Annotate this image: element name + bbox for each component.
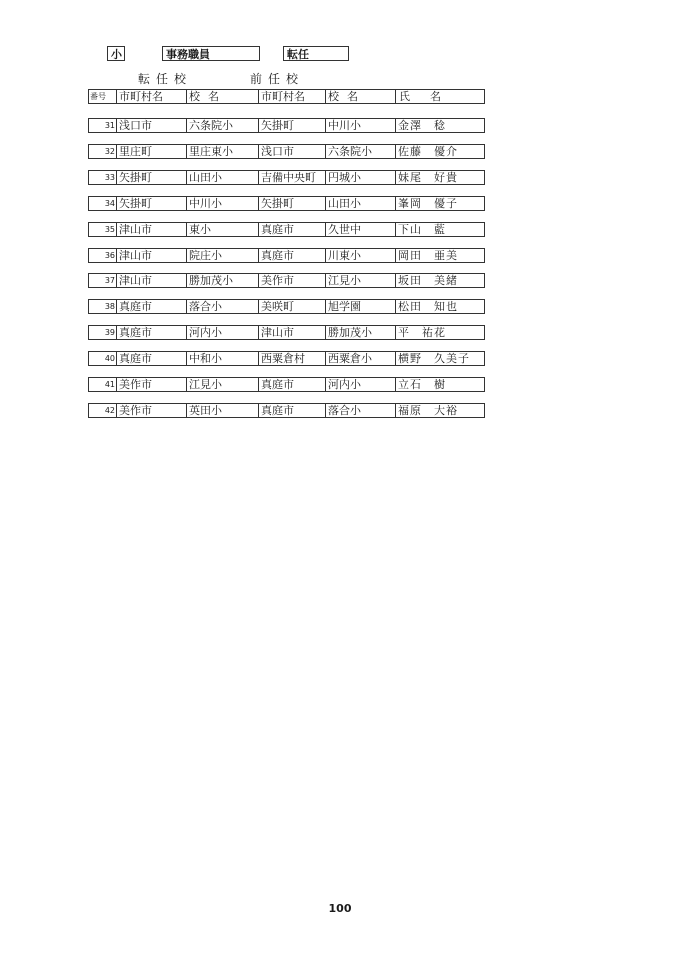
cell-prev-city: 真庭市 (258, 249, 325, 262)
column-header-city: 市町村名 (116, 90, 186, 103)
cell-city: 津山市 (116, 274, 186, 287)
cell-name: 坂田 美緒 (395, 274, 484, 287)
table-row (88, 170, 485, 185)
table-row (88, 325, 485, 340)
table-row (88, 377, 485, 392)
column-header-name: 氏名 (395, 90, 484, 103)
cell-number: 33 (104, 172, 115, 182)
cell-number: 41 (104, 380, 115, 389)
cell-prev-school: 西粟倉小 (325, 352, 395, 365)
cell-school: 英田小 (186, 404, 258, 417)
table-row (88, 351, 485, 366)
cell-name: 立石 樹 (395, 378, 484, 391)
cell-city: 津山市 (116, 223, 186, 236)
cell-school: 勝加茂小 (186, 274, 258, 287)
cell-name: 松田 知也 (395, 300, 484, 313)
table-header-row (88, 89, 485, 104)
cell-school: 河内小 (186, 326, 258, 339)
cell-school: 江見小 (186, 378, 258, 391)
cell-name: 平 祐花 (395, 326, 484, 339)
cell-prev-city: 浅口市 (258, 145, 325, 158)
cell-prev-city: 美作市 (258, 274, 325, 287)
cell-number: 38 (104, 302, 115, 312)
cell-prev-school: 久世中 (325, 223, 395, 236)
cell-prev-school: 山田小 (325, 197, 395, 210)
table-row (88, 118, 485, 133)
cell-prev-school: 円城小 (325, 171, 395, 184)
cell-number: 39 (104, 328, 115, 338)
cell-name: 佐藤 優介 (395, 145, 484, 158)
job-title-label: 事務職員 (162, 46, 260, 61)
cell-school: 里庄東小 (186, 145, 258, 158)
cell-number: 42 (104, 405, 115, 415)
cell-school: 中和小 (186, 352, 258, 365)
cell-city: 真庭市 (116, 326, 186, 339)
cell-prev-city: 矢掛町 (258, 197, 325, 210)
table-row (88, 248, 485, 263)
new-school-heading: 転任校 (138, 72, 193, 86)
cell-prev-city: 真庭市 (258, 378, 325, 391)
table-row (88, 299, 485, 314)
cell-number: 40 (104, 354, 115, 364)
cell-name: 妹尾 好貴 (395, 171, 484, 184)
column-header-prev-school: 校名 (325, 90, 395, 103)
cell-city: 浅口市 (116, 119, 186, 132)
cell-prev-school: 河内小 (325, 378, 395, 391)
cell-city: 矢掛町 (116, 171, 186, 184)
cell-city: 真庭市 (116, 300, 186, 313)
cell-prev-school: 旭学園 (325, 300, 395, 313)
cell-city: 矢掛町 (116, 197, 186, 210)
table-row (88, 144, 485, 159)
cell-prev-school: 落合小 (325, 404, 395, 417)
cell-city: 美作市 (116, 378, 186, 391)
cell-prev-school: 中川小 (325, 119, 395, 132)
cell-city: 津山市 (116, 249, 186, 262)
cell-name: 福原 大裕 (395, 404, 484, 417)
cell-prev-city: 真庭市 (258, 404, 325, 417)
cell-prev-school: 川東小 (325, 249, 395, 262)
cell-name: 下山 藍 (395, 223, 484, 236)
cell-prev-school: 六条院小 (325, 145, 395, 158)
cell-city: 里庄町 (116, 145, 186, 158)
cell-prev-city: 吉備中央町 (258, 171, 325, 184)
cell-school: 山田小 (186, 171, 258, 184)
cell-prev-city: 津山市 (258, 326, 325, 339)
cell-number: 35 (104, 224, 115, 234)
table-row (88, 403, 485, 418)
cell-city: 真庭市 (116, 352, 186, 365)
cell-school: 中川小 (186, 197, 258, 210)
column-header-number: 番号 (90, 92, 106, 101)
cell-school: 東小 (186, 223, 258, 236)
cell-name: 横野 久美子 (395, 352, 484, 365)
cell-name: 岡田 亜美 (395, 249, 484, 262)
cell-prev-school: 江見小 (325, 274, 395, 287)
cell-name: 金澤 稔 (395, 119, 484, 132)
school-type-label: 小 (107, 46, 125, 61)
table-row (88, 222, 485, 237)
column-header-prev-city: 市町村名 (258, 90, 325, 103)
cell-name: 峯岡 優子 (395, 197, 484, 210)
cell-prev-school: 勝加茂小 (325, 326, 395, 339)
cell-school: 院庄小 (186, 249, 258, 262)
cell-number: 37 (104, 276, 115, 286)
cell-prev-city: 西粟倉村 (258, 352, 325, 365)
prev-school-heading: 前任校 (250, 72, 305, 86)
cell-school: 落合小 (186, 300, 258, 313)
page-number: 100 (328, 902, 352, 915)
move-type-label: 転任 (283, 46, 349, 61)
cell-city: 美作市 (116, 404, 186, 417)
cell-prev-city: 矢掛町 (258, 119, 325, 132)
cell-number: 31 (104, 121, 115, 130)
cell-prev-city: 真庭市 (258, 223, 325, 236)
cell-number: 36 (104, 250, 115, 260)
cell-prev-city: 美咲町 (258, 300, 325, 313)
cell-school: 六条院小 (186, 119, 258, 132)
table-row (88, 273, 485, 288)
cell-number: 32 (104, 146, 115, 156)
cell-number: 34 (104, 198, 115, 208)
table-row (88, 196, 485, 211)
column-header-school: 校名 (186, 90, 258, 103)
